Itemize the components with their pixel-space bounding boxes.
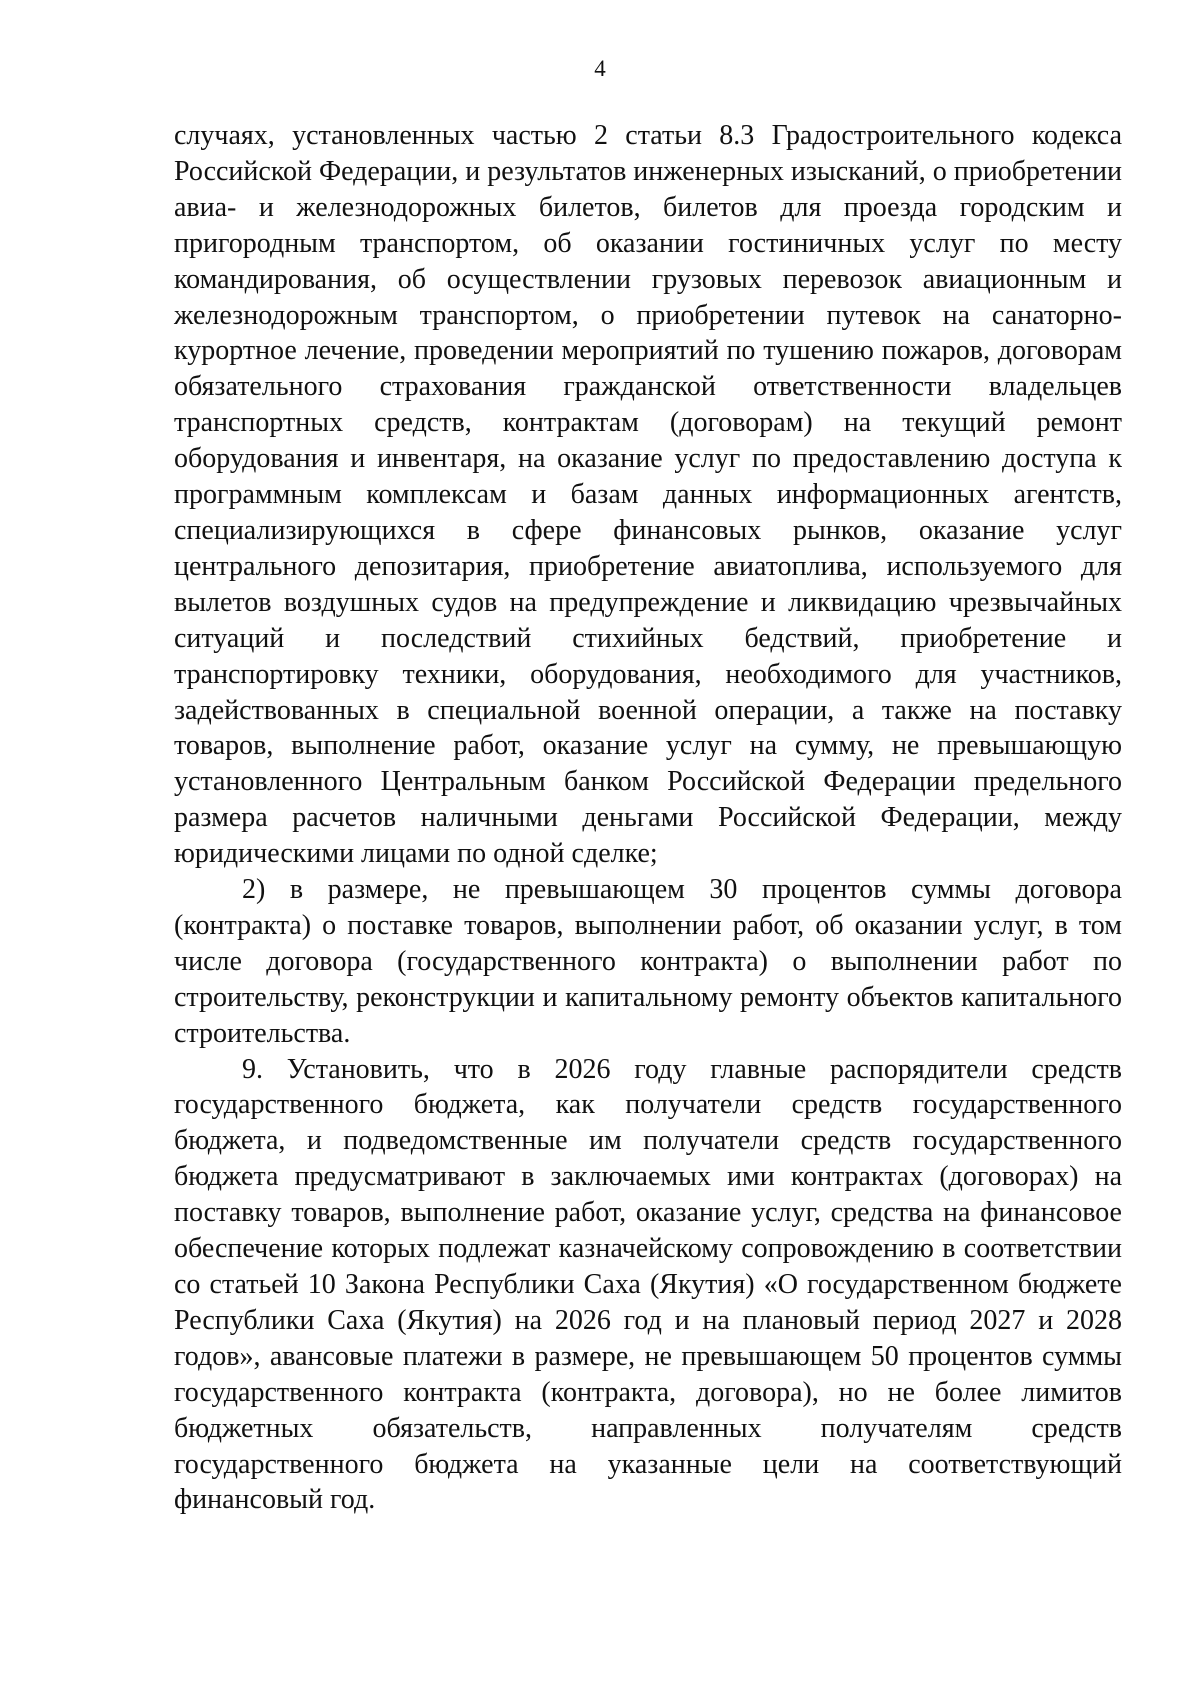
- paragraph-item-2: 2) в размере, не превышающем 30 процентов суммы договора (контракта) о поставке товаров, выполнении работ, об оказании услуг, в том числе договора (государственного контракта) о выполнении работ по строительству, реконструкции и капитальному ремонту объектов капитального строительства.: [174, 874, 1122, 1049]
- page-number: 4: [594, 56, 606, 81]
- paragraph-continuation: случаях, установленных частью 2 статьи 8.3 Градостроительного кодекса Российской Федерации, и результатов инженерных изысканий, о приобретении авиа- и железнодорожных билетов, билетов для проезда городским и пригородным транспортом, об оказании гостиничных услуг по месту командирования, об осуществлении грузовых перевозок авиационным и железнодорожным транспортом, о приобретении путевок на санаторно-курортное лечение, проведении мероприятий по тушению пожаров, договорам обязательного страхования гражданской ответственности владельцев транспортных средств, контрактам (договорам) на текущий ремонт оборудования и инвентаря, на оказание услуг по предоставлению доступа к программным комплексам и базам данных информационных агентств, специализирующихся в сфере финансовых рынков, оказание услуг центрального депозитария, приобретение авиатоплива, используемого для вылетов воздушных судов на предупреждение и ликвидацию чрезвычайных ситуаций и последствий стихийных бедствий, приобретение и транспортировку техники, оборудования, необходимого для участников, задействованных в специальной военной операции, а также на поставку товаров, выполнение работ, оказание услуг на сумму, не превышающую установленного Центральным банком Российской Федерации предельного размера расчетов наличными деньгами Российской Федерации, между юридическими лицами по одной сделке;: [174, 120, 1122, 870]
- paragraph-item-9: 9. Установить, что в 2026 году главные распорядители средств государственного бюджета, как получатели средств государственного бюджета, и подведомственные им получатели средств государственного бюджета предусматривают в заключаемых ими контрактах (договорах) на поставку товаров, выполнение работ, оказание услуг, средства на финансовое обеспечение которых подлежат казначейскому сопровождению в соответствии со статьей 10 Закона Республики Саха (Якутия) «О государственном бюджете Республики Саха (Якутия) на 2026 год и на плановый период 2027 и 2028 годов», авансовые платежи в размере, не превышающем 50 процентов суммы государственного контракта (контракта, договора), но не более лимитов бюджетных обязательств, направленных получателям средств государственного бюджета на указанные цели на соответствующий финансовый год.: [174, 1053, 1122, 1516]
- document-body: [174, 118, 1122, 1518]
